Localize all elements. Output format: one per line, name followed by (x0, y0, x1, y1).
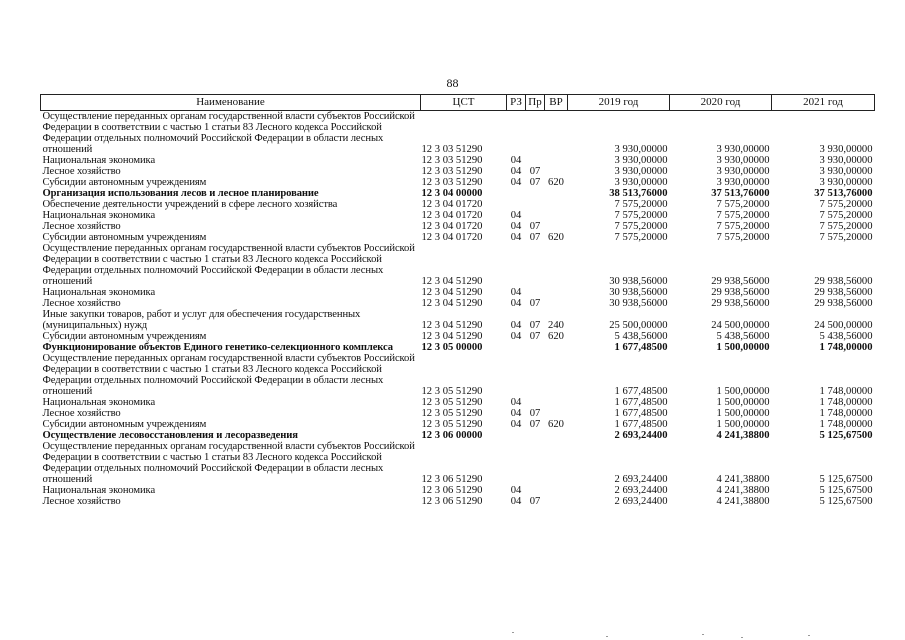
cell-2021: 1 748,00000 (819, 408, 873, 419)
cell-rz: 04 (510, 320, 522, 331)
page-number: 88 (446, 76, 459, 90)
cell-rz (507, 188, 526, 199)
cell-pr (526, 188, 545, 199)
cell-2020: 3 930,00000 (716, 177, 770, 188)
cell-2019: 7 575,20000 (614, 210, 668, 221)
cell-name: Иные закупки товаров, работ и услуг для обеспечения государственных (муниципальных) нужд (42, 309, 361, 331)
table-header-row (41, 95, 875, 111)
cell-name: Национальная экономика (42, 155, 156, 166)
cell-name: Субсидии автономным учреждениям (42, 331, 207, 342)
cell-name: Функционирование объектов Единого генетико-селекционного комплекса (42, 342, 393, 353)
cell-cst: 12 3 03 51290 (421, 177, 483, 188)
cell-name: Субсидии автономным учреждениям (42, 177, 207, 188)
cell-rz: 04 (510, 210, 522, 221)
cell-2021: 7 575,20000 (819, 232, 873, 243)
cell-2020: 4 241,38800 (716, 474, 770, 485)
cell-cst: 12 3 04 01720 (421, 232, 483, 243)
cell-2020: 29 938,56000 (711, 276, 770, 287)
table-row (41, 496, 875, 507)
cell-cst: 12 3 05 51290 (421, 419, 483, 430)
cell-2020: 1 500,00000 (716, 419, 770, 430)
cell-2020: 4 241,38800 (716, 430, 770, 441)
cell-2020: 29 938,56000 (711, 287, 770, 298)
cell-2021: 5 125,67500 (819, 430, 873, 441)
cell-name: Лесное хозяйство (42, 496, 121, 507)
table-row (41, 243, 875, 287)
header-name: Наименование (41, 95, 421, 111)
cell-2019: 2 693,24400 (614, 474, 668, 485)
table-row (41, 419, 875, 430)
cell-2019: 7 575,20000 (614, 221, 668, 232)
cell-name: Осуществление переданных органам государственной власти субъектов Российской Федерации в соответствии с частью 1 статьи 83 Лесного кодекса Российской Федерации отдельных полномочий Российской Федерации в области лесных отношений (42, 111, 415, 155)
cell-2021: 29 938,56000 (814, 298, 873, 309)
cell-vr (545, 298, 568, 309)
table-row (41, 188, 875, 199)
cell-2020: 1 500,00000 (716, 386, 770, 397)
cell-cst: 12 3 04 01720 (421, 199, 483, 210)
cell-cst: 12 3 06 00000 (421, 430, 483, 441)
cell-2019: 2 693,24400 (614, 430, 668, 441)
cell-cst: 12 3 04 51290 (421, 287, 483, 298)
cell-2020: 3 930,00000 (716, 155, 770, 166)
table-row (41, 485, 875, 496)
cell-2020: 3 930,00000 (716, 166, 770, 177)
cell-2020: 3 930,00000 (716, 144, 770, 155)
cell-pr: 07 (529, 320, 541, 331)
cell-pr (526, 342, 545, 353)
cell-name: Национальная экономика (42, 397, 156, 408)
cell-2019: 7 575,20000 (614, 199, 668, 210)
cell-2021: 3 930,00000 (819, 144, 873, 155)
cell-2019: 2 693,24400 (614, 496, 668, 507)
cell-pr (526, 353, 545, 397)
cell-vr: 620 (548, 419, 564, 430)
cell-2021: 1 748,00000 (819, 397, 873, 408)
cell-vr: 620 (548, 177, 564, 188)
cell-2020: 7 575,20000 (716, 221, 770, 232)
cell-2019: 1 677,48500 (614, 386, 668, 397)
cell-pr: 07 (529, 331, 541, 342)
table-row (41, 408, 875, 419)
cell-2019: 30 938,56000 (609, 287, 668, 298)
cell-cst: 12 3 04 51290 (421, 331, 483, 342)
cell-2020: 24 500,00000 (711, 320, 770, 331)
cell-vr (545, 287, 568, 298)
cell-cst: 12 3 05 51290 (421, 397, 483, 408)
cell-pr: 07 (529, 232, 541, 243)
cell-pr (526, 485, 545, 496)
cell-rz: 04 (510, 496, 522, 507)
cell-vr (545, 353, 568, 397)
cell-cst: 12 3 05 51290 (421, 408, 483, 419)
cell-2020: 37 513,76000 (711, 188, 770, 199)
header-2019: 2019 год (568, 95, 670, 111)
table-row (41, 111, 875, 156)
cell-2020: 4 241,38800 (716, 485, 770, 496)
cell-pr: 07 (529, 419, 541, 430)
cell-2021: 29 938,56000 (814, 287, 873, 298)
cell-2019: 1 677,48500 (614, 408, 668, 419)
cell-name: Национальная экономика (42, 287, 156, 298)
cell-2020: 7 575,20000 (716, 199, 770, 210)
cell-rz: 04 (510, 287, 522, 298)
cell-vr (545, 496, 568, 507)
cell-2019: 1 677,48500 (614, 397, 668, 408)
cell-pr (526, 210, 545, 221)
cell-2020: 1 500,00000 (716, 397, 770, 408)
cell-2021: 24 500,00000 (814, 320, 873, 331)
cell-2020: 1 500,00000 (716, 408, 770, 419)
cell-2021: 5 438,56000 (819, 331, 873, 342)
cell-2020: 5 438,56000 (716, 331, 770, 342)
cell-vr (545, 342, 568, 353)
cell-2020: 29 938,56000 (711, 298, 770, 309)
cell-vr (545, 188, 568, 199)
cell-vr (545, 166, 568, 177)
header-cst: ЦСТ (421, 95, 507, 111)
cell-name: Национальная экономика (42, 485, 156, 496)
cell-vr (545, 221, 568, 232)
cell-2021: 7 575,20000 (819, 210, 873, 221)
cell-2019: 38 513,76000 (609, 188, 668, 199)
cell-2021: 7 575,20000 (819, 221, 873, 232)
cell-2020: 7 575,20000 (716, 232, 770, 243)
cell-rz: 04 (510, 408, 522, 419)
cell-name: Лесное хозяйство (42, 166, 121, 177)
cell-2021: 29 938,56000 (814, 276, 873, 287)
header-rz: РЗ (507, 95, 526, 111)
cell-2019: 5 438,56000 (614, 331, 668, 342)
cell-vr (545, 243, 568, 287)
table-row (41, 210, 875, 221)
cell-rz (507, 243, 526, 287)
table-row (41, 199, 875, 210)
cell-2019: 3 930,00000 (614, 166, 668, 177)
cell-vr (545, 155, 568, 166)
cell-name: Лесное хозяйство (42, 408, 121, 419)
cell-rz: 04 (510, 232, 522, 243)
cell-2021: 7 575,20000 (819, 199, 873, 210)
header-2020: 2020 год (670, 95, 772, 111)
cell-vr (545, 210, 568, 221)
cell-name: Субсидии автономным учреждениям (42, 419, 207, 430)
header-2021: 2021 год (772, 95, 875, 111)
cell-pr (526, 430, 545, 441)
cell-cst: 12 3 04 01720 (421, 210, 483, 221)
table-row (41, 342, 875, 353)
table-row (41, 155, 875, 166)
cell-cst: 12 3 06 51290 (421, 485, 483, 496)
cell-pr: 07 (529, 408, 541, 419)
cell-name: Осуществление переданных органам государственной власти субъектов Российской Федерации в соответствии с частью 1 статьи 83 Лесного кодекса Российской Федерации отдельных полномочий Российской Федерации в области лесных отношений (42, 243, 415, 287)
cell-name: Национальная экономика (42, 210, 156, 221)
cell-rz: 04 (510, 177, 522, 188)
cell-cst: 12 3 04 51290 (421, 320, 483, 331)
cell-cst: 12 3 03 51290 (421, 166, 483, 177)
header-pr: Пр (526, 95, 545, 111)
cell-2019: 7 575,20000 (614, 232, 668, 243)
cell-pr (526, 287, 545, 298)
table-body (41, 111, 875, 508)
cell-rz: 04 (510, 298, 522, 309)
cell-pr: 07 (529, 221, 541, 232)
cell-rz: 04 (510, 397, 522, 408)
cell-2021: 3 930,00000 (819, 177, 873, 188)
cell-rz (507, 353, 526, 397)
table-row (41, 353, 875, 397)
cell-2020: 7 575,20000 (716, 210, 770, 221)
cell-2020: 1 500,00000 (716, 342, 770, 353)
cell-pr (526, 199, 545, 210)
cell-pr: 07 (529, 298, 541, 309)
cell-2021: 5 125,67500 (819, 474, 873, 485)
cell-name: Осуществление переданных органам государственной власти субъектов Российской Федерации в соответствии с частью 1 статьи 83 Лесного кодекса Российской Федерации отдельных полномочий Российской Федерации в области лесных отношений (42, 353, 415, 397)
cell-2021: 1 748,00000 (819, 386, 873, 397)
cell-cst: 12 3 06 51290 (421, 474, 483, 485)
budget-table (40, 94, 875, 507)
cell-rz (507, 430, 526, 441)
cell-2019: 25 500,00000 (609, 320, 668, 331)
cell-vr (545, 441, 568, 485)
cell-name: Осуществление лесовосстановления и лесоразведения (42, 430, 298, 441)
cell-pr: 07 (529, 496, 541, 507)
table-row (41, 287, 875, 298)
cell-2019: 30 938,56000 (609, 276, 668, 287)
table-row (41, 298, 875, 309)
cell-cst: 12 3 05 51290 (421, 386, 483, 397)
cell-2021: 1 748,00000 (819, 342, 873, 353)
table-row (41, 397, 875, 408)
table-row (41, 441, 875, 485)
cell-vr: 620 (548, 232, 564, 243)
cell-vr (545, 485, 568, 496)
cell-2021: 3 930,00000 (819, 166, 873, 177)
cell-rz: 04 (510, 166, 522, 177)
cell-pr (526, 397, 545, 408)
table-row (41, 232, 875, 243)
cell-2021: 3 930,00000 (819, 155, 873, 166)
cell-2021: 5 125,67500 (819, 485, 873, 496)
cell-2019: 30 938,56000 (609, 298, 668, 309)
cell-vr: 620 (548, 331, 564, 342)
cell-name: Осуществление переданных органам государственной власти субъектов Российской Федерации в соответствии с частью 1 статьи 83 Лесного кодекса Российской Федерации отдельных полномочий Российской Федерации в области лесных отношений (42, 441, 415, 485)
cell-cst: 12 3 04 51290 (421, 298, 483, 309)
cell-2019: 1 677,48500 (614, 342, 668, 353)
header-vr: ВР (545, 95, 568, 111)
cell-2019: 3 930,00000 (614, 155, 668, 166)
cell-rz (507, 199, 526, 210)
table-row (41, 309, 875, 331)
cell-2020: 4 241,38800 (716, 496, 770, 507)
cell-2021: 37 513,76000 (814, 188, 873, 199)
cell-rz: 04 (510, 485, 522, 496)
cell-2021: 1 748,00000 (819, 419, 873, 430)
cell-vr: 240 (548, 320, 564, 331)
cell-vr (545, 430, 568, 441)
cell-rz: 04 (510, 155, 522, 166)
cell-vr (545, 111, 568, 156)
table-row (41, 430, 875, 441)
scan-specks (0, 628, 905, 640)
cell-vr (545, 408, 568, 419)
cell-vr (545, 397, 568, 408)
cell-cst: 12 3 04 51290 (421, 276, 483, 287)
cell-pr (526, 111, 545, 156)
cell-pr (526, 155, 545, 166)
cell-rz: 04 (510, 221, 522, 232)
table-row (41, 331, 875, 342)
cell-name: Лесное хозяйство (42, 221, 121, 232)
cell-2019: 3 930,00000 (614, 177, 668, 188)
table-row (41, 177, 875, 188)
cell-2019: 3 930,00000 (614, 144, 668, 155)
cell-pr (526, 243, 545, 287)
cell-2019: 1 677,48500 (614, 419, 668, 430)
cell-rz (507, 441, 526, 485)
cell-2019: 2 693,24400 (614, 485, 668, 496)
cell-rz (507, 342, 526, 353)
cell-cst: 12 3 03 51290 (421, 155, 483, 166)
cell-pr: 07 (529, 166, 541, 177)
cell-rz (507, 111, 526, 156)
cell-cst: 12 3 04 00000 (421, 188, 483, 199)
table-row (41, 221, 875, 232)
cell-vr (545, 199, 568, 210)
cell-name: Обеспечение деятельности учреждений в сфере лесного хозяйства (42, 199, 338, 210)
cell-name: Организация использования лесов и лесное планирование (42, 188, 319, 199)
cell-cst: 12 3 06 51290 (421, 496, 483, 507)
cell-cst: 12 3 05 00000 (421, 342, 483, 353)
cell-2021: 5 125,67500 (819, 496, 873, 507)
cell-rz: 04 (510, 419, 522, 430)
cell-cst: 12 3 03 51290 (421, 144, 483, 155)
cell-name: Субсидии автономным учреждениям (42, 232, 207, 243)
cell-cst: 12 3 04 01720 (421, 221, 483, 232)
cell-name: Лесное хозяйство (42, 298, 121, 309)
table-row (41, 166, 875, 177)
cell-pr (526, 441, 545, 485)
cell-pr: 07 (529, 177, 541, 188)
cell-rz: 04 (510, 331, 522, 342)
